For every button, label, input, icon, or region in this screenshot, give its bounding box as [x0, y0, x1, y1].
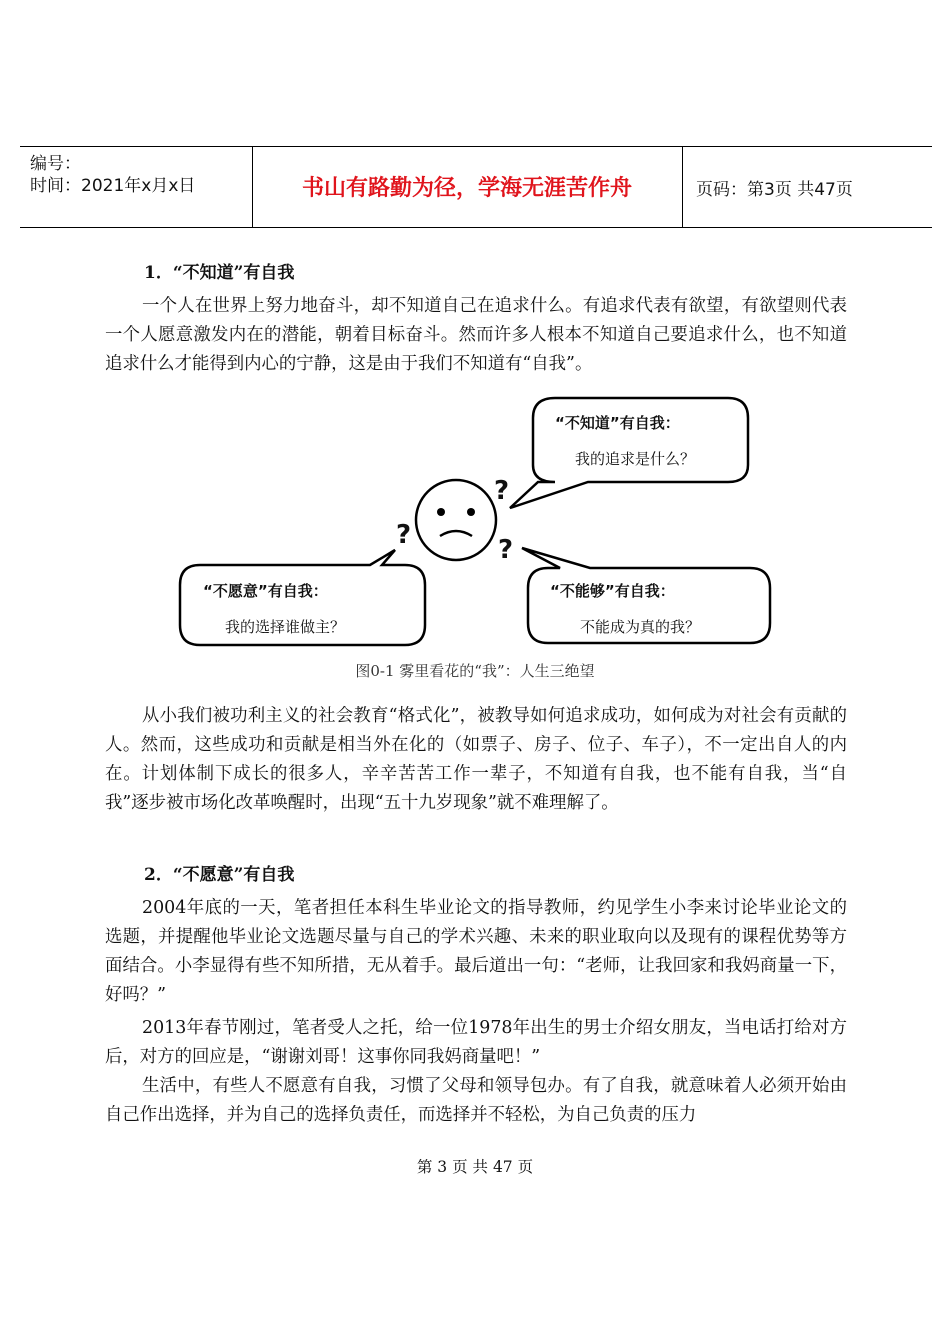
document-number-label: 编号： [30, 154, 81, 174]
bubble-top-title: “不知道”有自我： [555, 414, 680, 432]
paragraph: 2013年春节刚过，笔者受人之托，给一位1978年出生的男士介绍女朋友，当电话打给对方后，对方的回应是，“谢谢刘哥！这事你同我妈商量吧！” [105, 1018, 847, 1067]
sad-face-icon [416, 480, 496, 560]
header-motto-cell [252, 147, 683, 227]
paragraph: 2004年底的一天，笔者担任本科生毕业论文的指导教师，约见学生小李来讨论毕业论文的选题，并提醒他毕业论文选题尽量与自己的学术兴趣、未来的职业取向以及现有的课程优势等方面结合。小李显得有些不知所措，无从着手。最后道出一句：“老师，让我回家和我妈商量一下，好吗？” [105, 898, 847, 1005]
bubble-right-title: “不能够”有自我： [550, 582, 675, 600]
bubble-right-text: 不能成为真的我？ [580, 618, 701, 636]
bubble-top-text: 我的追求是什么？ [575, 450, 696, 468]
document-date: 时间：2021年x月x日 [30, 176, 196, 196]
figure-diagram [170, 390, 790, 655]
document-header [20, 146, 932, 228]
page-footer: 第 3 页 共 47 页 [416, 1158, 534, 1176]
bubble-left-text: 我的选择谁做主？ [225, 618, 346, 636]
header-page-cell [682, 147, 932, 227]
paragraph: 生活中，有些人不愿意有自我，习惯了父母和领导包办。有了自我，就意味着人必须开始由自己作出选择，并为自己的选择负责任，而选择并不轻松，为自己负责的压力 [105, 1076, 847, 1125]
question-mark-icon: ? [494, 476, 510, 506]
paragraph: 从小我们被功利主义的社会教育“格式化”，被教导如何追求成功，如何成为对社会有贡献的人。然而，这些成功和贡献是相当外在化的（如票子、房子、位子、车子），不一定出自人的内在。计划体制下成长的很多人，辛辛苦苦工作一辈子，不知道有自我，也不能有自我，当“自我”逐步被市场化改革唤醒时，出现“五十九岁现象”就不难理解了。 [105, 706, 847, 813]
section-heading-1: 1．“不知道”有自我 [144, 263, 295, 283]
section-heading-2: 2．“不愿意”有自我 [144, 865, 295, 885]
header-page-number: 页码：第3页 共47页 [696, 180, 853, 200]
figure-caption: 图0-1 雾里看花的“我”：人生三绝望 [355, 662, 595, 680]
paragraph: 一个人在世界上努力地奋斗，却不知道自己在追求什么。有追求代表有欲望，有欲望则代表一个人愿意激发内在的潜能，朝着目标奋斗。然而许多人根本不知道自己要追求什么，也不知道追求什么才能得到内心的宁静，这是由于我们不知道有“自我”。 [105, 296, 847, 374]
question-mark-icon: ? [396, 520, 412, 550]
bubble-left-title: “不愿意”有自我： [203, 582, 328, 600]
header-meta-cell [20, 147, 253, 227]
question-mark-icon: ? [498, 535, 514, 565]
header-motto: 书山有路勤为径，学海无涯苦作舟 [301, 176, 632, 201]
